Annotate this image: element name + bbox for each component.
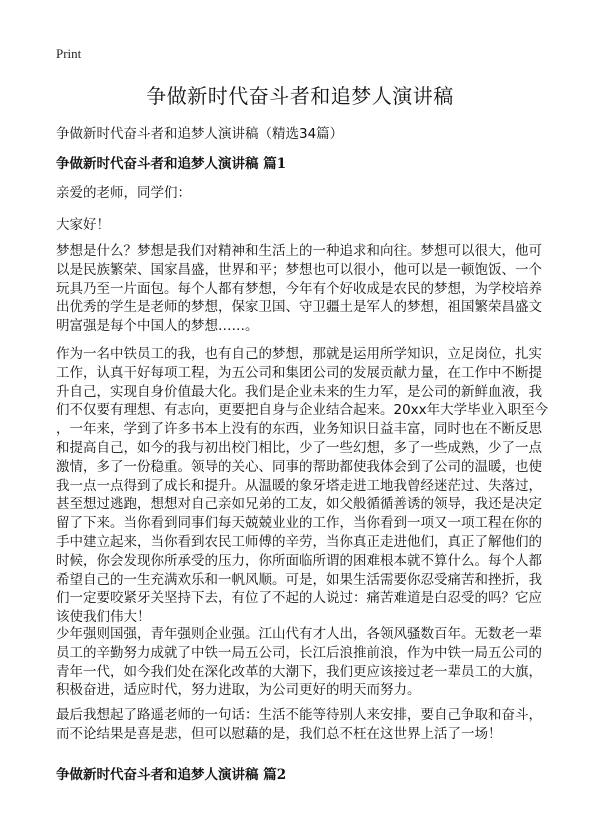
paragraph-line: 出优秀的学生是老师的梦想，保家卫国、守卫疆土是军人的梦想，祖国繁荣昌盛文 xyxy=(56,299,542,316)
paragraph-line: 们一定要咬紧牙关坚持下去，有位了不起的人说过：痛苦难道是白忍受的吗？它应 xyxy=(56,590,542,607)
paragraph-line: 激情，多了一份稳重。领导的关心、同事的帮助都使我体会到了公司的温暖，也使 xyxy=(56,458,542,475)
paragraph-line: 以是民族繁荣、国家昌盛，世界和平；梦想也可以很小，他可以是一顿饱饭、一个 xyxy=(56,261,542,278)
paragraph-4 xyxy=(56,706,551,744)
paragraph-line: 们不仅要有理想、有志向，更要把自身与企业结合起来。20xx年大学毕业入职至今 xyxy=(56,402,549,419)
paragraph-line: 希望自己的一生充满欢乐和一帆风顺。可是，如果生活需要你忍受痛苦和挫折，我 xyxy=(56,571,542,588)
paragraph-line: 而不论结果是喜是悲，但可以慰藉的是，我们总不枉在这世界上活了一场！ xyxy=(56,725,502,742)
paragraph-line: 工作，认真干好每项工程，为五公司和集团公司的发展贡献力量，在工作中不断提 xyxy=(56,364,542,381)
paragraph-line: 玩具乃至一片面包。每个人都有梦想，今年有个好收成是农民的梦想，为学校培养 xyxy=(56,280,542,297)
greeting: 亲爱的老师，同学们： xyxy=(56,185,191,201)
page-title: 争做新时代奋斗者和追梦人演讲稿 xyxy=(146,84,454,108)
paragraph-line: 和提高自己，如今的我与初出校门相比，少了一些幻想，多了一些成熟，少了一点 xyxy=(56,439,542,456)
paragraph-line: 该使我们伟大！ xyxy=(56,609,151,626)
paragraph-line: 少年强则国强，青年强则企业强。江山代有才人出，各领风骚数百年。无数老一辈 xyxy=(56,626,542,642)
paragraph-line: 梦想是什么？梦想是我们对精神和生活上的一种追求和向往。梦想可以很大，他可 xyxy=(56,243,542,259)
paragraph-line: 员工的辛勤努力成就了中铁一局五公司，长江后浪推前浪，作为中铁一局五公司的 xyxy=(56,644,542,661)
paragraph-line: 留了下来。当你看到同事们每天兢兢业业的工作，当你看到一项又一项工程在你的 xyxy=(56,515,542,532)
document-subtitle: 争做新时代奋斗者和追梦人演讲稿（精选34篇） xyxy=(56,126,344,142)
paragraph-line: 时候，你会发现你所承受的压力，你所面临所谓的困难根本就不算什么。每个人都 xyxy=(56,552,542,569)
paragraph-line: 升自己，实现自身价值最大化。我们是企业未来的生力军，是公司的新鲜血液，我 xyxy=(56,383,542,400)
paragraph-line: 手中建立起来，当你看到农民工师傅的辛劳，当你真正走进他们，真正了解他们的 xyxy=(56,533,542,550)
paragraph-3 xyxy=(56,625,551,700)
paragraph-1 xyxy=(56,242,551,336)
section-heading-1: 争做新时代奋斗者和追梦人演讲稿 篇1 xyxy=(56,156,287,172)
paragraph-2 xyxy=(56,345,551,627)
paragraph-line: 明富强是每个中国人的梦想……。 xyxy=(56,318,259,335)
paragraph-line: 我一点一点得到了成长和提升。从温暖的象牙塔走进工地我曾经迷茫过、失落过， xyxy=(56,477,542,494)
paragraph-line: 积极奋进，适应时代，努力进取，为公司更好的明天而努力。 xyxy=(56,682,421,699)
print-link[interactable]: Print xyxy=(56,46,82,61)
paragraph-line: 最后我想起了路遥老师的一句话：生活不能等待别人来安排，要自己争取和奋斗， xyxy=(56,707,542,723)
paragraph-line: 青年一代，如今我们处在深化改革的大潮下，我们更应该接过老一辈员工的大旗， xyxy=(56,663,542,680)
paragraph-line: 作为一名中铁员工的我，也有自己的梦想，那就是运用所学知识，立足岗位，扎实 xyxy=(56,346,542,362)
section-heading-2: 争做新时代奋斗者和追梦人演讲稿 篇2 xyxy=(56,767,287,783)
paragraph-line: ，一年来，学到了许多书本上没有的东西，业务知识日益丰富，同时也在不断反思 xyxy=(56,421,542,438)
paragraph-line: 甚至想过逃跑，想想对自己亲如兄弟的工友，如父般循循善诱的领导，我还是决定 xyxy=(56,496,542,513)
hello: 大家好！ xyxy=(56,217,110,233)
